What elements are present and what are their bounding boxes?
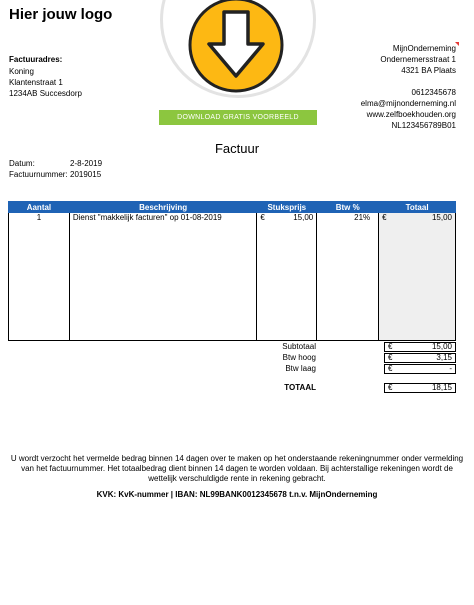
cell-description-value: Dienst "makkelijk facturen" op 01-08-2019	[72, 213, 222, 222]
invoice-number-value: 2019015	[70, 170, 102, 179]
company-name: MijnOnderneming	[392, 44, 456, 53]
currency-symbol: €	[388, 353, 393, 362]
date-label: Datum:	[9, 159, 35, 168]
cell-total-value: 15,00	[431, 213, 452, 222]
vat-high-value: 3,15	[436, 353, 452, 362]
company-phone: 0612345678	[411, 88, 456, 97]
cell-quantity-value: 1	[36, 213, 42, 222]
subtotal-value: 15,00	[431, 342, 452, 351]
header-total: Totaal	[379, 202, 456, 213]
currency-symbol: €	[388, 364, 393, 373]
date-value: 2-8-2019	[70, 159, 103, 168]
billing-address-line-3: 1234AB Succesdorp	[9, 89, 82, 98]
company-city: 4321 BA Plaats	[401, 66, 456, 75]
header-unit-price: Stuksprijs	[257, 202, 317, 213]
billing-address-line-1: Koning	[9, 67, 34, 76]
company-email[interactable]: elma@mijnonderneming.nl	[360, 99, 456, 108]
invoice-number-label: Factuurnummer:	[9, 170, 68, 179]
subtotal-label: Subtotaal	[282, 342, 316, 351]
billing-address-title: Factuuradres:	[9, 55, 63, 64]
header-vat-percent: Btw %	[317, 202, 379, 213]
download-arrow-icon[interactable]	[183, 0, 289, 100]
cell-description[interactable]	[69, 213, 256, 341]
company-street: Ondernemersstraat 1	[380, 55, 456, 64]
currency-symbol: €	[388, 342, 393, 351]
grand-total-box	[384, 383, 456, 393]
table-header-row	[9, 202, 456, 213]
vat-high-label: Btw hoog	[282, 353, 316, 362]
bank-details-footer: KVK: KvK-nummer | IBAN: NL99BANK0012345678 t.n.v. MijnOnderneming	[96, 490, 378, 499]
download-badge-label[interactable]: DOWNLOAD GRATIS VOORBEELD	[159, 110, 317, 125]
currency-symbol: €	[260, 213, 265, 222]
currency-symbol: €	[388, 383, 393, 392]
logo-placeholder-text: Hier jouw logo	[9, 6, 113, 23]
vat-high-box	[384, 353, 456, 363]
company-website[interactable]: www.zelfboekhouden.org	[366, 110, 456, 119]
payment-terms-note: U wordt verzocht het vermelde bedrag binnen 14 dagen over te maken op het onderstaande rekeningnummer onder vermelding van het factuurnummer. Het totaalbedrag dient binnen 14 dagen te worden voldaan. Bij achterstallige rekeningen wordt de wettelijk verschuldigde rente in rekening gebracht.	[10, 454, 464, 483]
header-description: Beschrijving	[69, 202, 256, 213]
vat-low-box	[384, 364, 456, 374]
subtotal-box	[384, 342, 456, 352]
cell-quantity[interactable]	[9, 213, 70, 341]
vat-low-label: Btw laag	[285, 364, 316, 373]
billing-address-line-2: Klantenstraat 1	[9, 78, 63, 87]
cell-total	[379, 213, 456, 341]
invoice-table	[8, 201, 456, 341]
cell-vat-percent[interactable]	[317, 213, 379, 341]
cell-vat-percent-value: 21%	[354, 213, 371, 222]
cell-unit-price-value: 15,00	[293, 213, 314, 222]
currency-symbol: €	[382, 213, 387, 222]
download-badge[interactable]	[158, 0, 318, 128]
grand-total-value: 18,15	[431, 383, 452, 392]
cell-unit-price[interactable]	[257, 213, 317, 341]
vat-low-value: -	[449, 364, 452, 373]
table-row	[9, 213, 456, 341]
header-quantity: Aantal	[9, 202, 70, 213]
company-vat-number: NL123456789B01	[391, 121, 456, 130]
document-title: Factuur	[214, 141, 260, 156]
grand-total-label: TOTAAL	[284, 383, 316, 392]
